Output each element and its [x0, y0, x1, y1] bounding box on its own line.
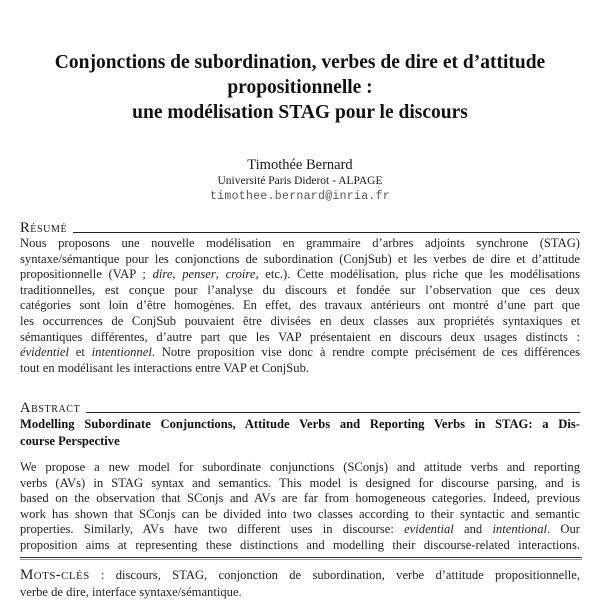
text: . Our — [547, 522, 581, 537]
resume-header-rule — [73, 232, 580, 233]
resume-line — [20, 267, 580, 283]
italic-term: dire — [152, 267, 173, 282]
author-block — [20, 156, 580, 204]
resume-line: Nous proposons une nouvelle modélisation en grammaire d’arbres adjoints synchrone (STAG) — [20, 236, 580, 250]
italic-term: evidential — [404, 522, 454, 537]
keywords-label: Mots-clés — [20, 567, 90, 583]
abstract-title — [20, 416, 580, 450]
text: et — [68, 345, 92, 360]
title-line-1: Conjonctions de subordination, verbes de dire et d’attitude — [54, 52, 546, 73]
abstract-header — [20, 400, 580, 416]
resume-heading: Résumé — [20, 220, 68, 236]
resume-header — [20, 220, 580, 236]
title-line-2: propositionnelle : — [227, 77, 373, 98]
abstract-line — [20, 522, 580, 538]
resume-line: sémantiques différentes, d’autre part que les VAP présentaient en discours deux usages distincts : — [20, 329, 580, 344]
paper-title — [20, 50, 580, 125]
text: properties. Similarly, AVs have two different uses in discourse: — [20, 522, 405, 537]
text: and — [453, 522, 493, 537]
keywords-separator: : — [89, 568, 116, 582]
text: . Notre proposition vise donc à rendre compte précisément de ces différences — [151, 345, 580, 360]
author-affiliation: Université Paris Diderot - ALPAGE — [217, 175, 383, 187]
resume-line: catégories sont loin d’être homogènes. En effet, des travaux antérieurs ont montré d’une part que — [20, 298, 580, 313]
resume-line: tout en modélisant les interactions entre VAP et ConjSub. — [20, 360, 310, 375]
resume-line: traditionnelles, est conçue pour l’analyse du discours et fondée sur l’observation que ces deux — [20, 282, 580, 297]
italic-term: intentional — [492, 522, 548, 537]
resume-line: les occurrences de ConjSub pouvaient être divisées en deux classes aux propriétés syntaxiques et — [20, 313, 580, 328]
italic-term: penser — [182, 267, 216, 282]
abstract-line: verbs (AVs) in STAG syntax and semantics. This model is designed for discourse parsing, and is — [20, 475, 580, 490]
abstract-title-line: Modelling Subordinate Conjunctions, Attitude Verbs and Reporting Verbs in STAG: a Dis- — [20, 417, 580, 431]
text: , — [172, 267, 183, 282]
abstract-end-rule — [20, 557, 582, 560]
text: , — [215, 267, 226, 282]
keywords-line — [20, 567, 580, 584]
keywords — [20, 567, 580, 601]
resume-body — [20, 236, 580, 376]
abstract-header-rule — [86, 412, 580, 413]
resume-line — [20, 345, 580, 361]
resume-line: syntaxe/sémantique pour les conjonctions de subordination (ConjSub) et les verbes de dire et d’attitude — [20, 251, 580, 266]
text: propositionnelle (VAP ; — [20, 267, 153, 282]
italic-term: intentionnel — [91, 345, 152, 360]
italic-term: croire — [225, 267, 256, 282]
italic-term: évidentiel — [20, 345, 69, 360]
abstract-line: work has shown that SConjs can be divided into two classes according to their syntactic and semantic — [20, 506, 580, 521]
title-line-3: une modélisation STAG pour le discours — [132, 102, 468, 123]
author-name: Timothée Bernard — [247, 157, 353, 173]
abstract-line: We propose a new model for subordinate conjunctions (SConjs) and attitude verbs and reporting — [20, 460, 580, 474]
keywords-text: discours, STAG, conjonction de subordination, verbe d’attitude propositionnelle, — [115, 568, 581, 582]
keywords-line: verbe de dire, interface syntaxe/sémantique. — [20, 585, 242, 599]
abstract-body — [20, 460, 580, 554]
abstract-title-line: course Perspective — [20, 434, 120, 448]
text: , etc.). Cette modélisation, plus riche que les modélisations — [255, 267, 581, 282]
abstract-line: proposition aims at representing these distinctions and modelling their discourse-related interactions. — [20, 537, 580, 552]
abstract-line: based on the observation that SConjs and AVs are far from homogeneous categories. Indeed, previous — [20, 491, 580, 506]
author-email: timothee.bernard@inria.fr — [209, 190, 391, 203]
abstract-heading: Abstract — [20, 400, 81, 416]
